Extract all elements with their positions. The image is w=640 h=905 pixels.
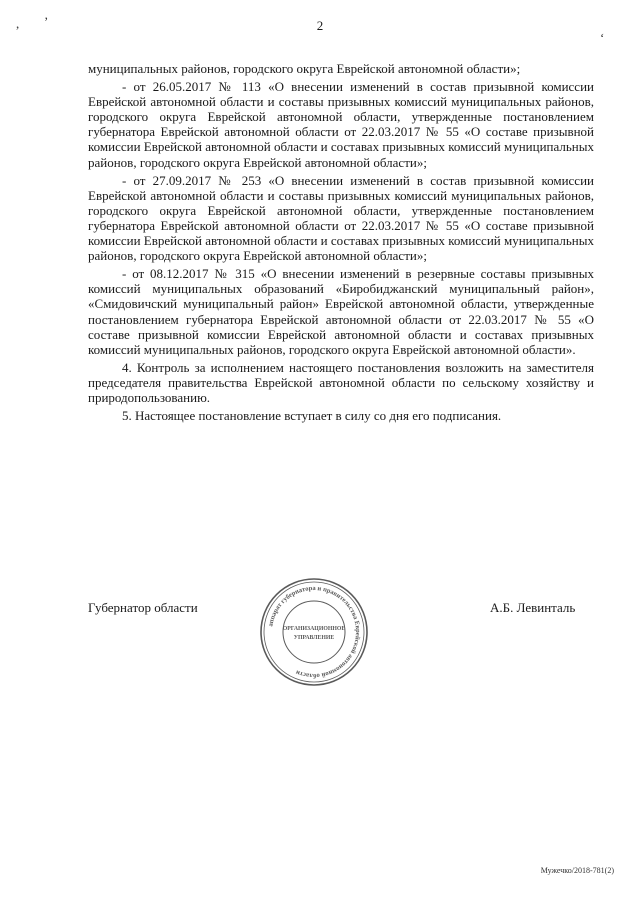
paragraph-repeal-item: - от 08.12.2017 № 315 «О внесении изменений в резервные составы призывных комиссий муниципальных образований «Биробиджанский муниципальный район», «Смидовичский муниципальный район» Еврейской автономной области, утвержденные постановлением губернатора Еврейской автономной области от 22.03.2017 № 55 «О составе призывной комиссии Еврейской автономной области и составах призывных комиссий муниципальных районов, городского округа Еврейской автономной области». <box>88 266 594 357</box>
margin-mark: , <box>16 16 20 31</box>
svg-text:ОРГАНИЗАЦИОННОЕ: ОРГАНИЗАЦИОННОЕ <box>282 626 346 632</box>
signatory-name: А.Б. Левинталь <box>490 600 576 615</box>
document-body <box>88 61 594 426</box>
paragraph-item-5: 5. Настоящее постановление вступает в силу со дня его подписания. <box>122 408 502 424</box>
paragraph-continuation: муниципальных районов, городского округа Еврейской автономной области»; <box>88 61 521 76</box>
paragraph-item-4: 4. Контроль за исполнением настоящего постановления возложить на заместителя председателя правительства Еврейской автономной области по сельскому хозяйству и природопользованию. <box>88 359 594 405</box>
signatory-position: Губернатор области <box>88 600 198 615</box>
footer-document-code: Мужечко/2018-781(2) <box>540 866 614 875</box>
paragraph-repeal-item: - от 27.09.2017 № 253 «О внесении изменений в состав призывной комиссии Еврейской автономной области и составы призывных комиссий муниципальных районов, городского округа Еврейской автономной области, утвержденные постановлением губернатора Еврейской автономной области от 22.03.2017 № 55 «О составе призывной комиссии Еврейской автономной области и составах призывных комиссий муниципальных районов, городского округа Еврейской автономной области»; <box>88 172 594 264</box>
margin-mark: ’ <box>44 14 49 29</box>
page-number: 2 <box>316 18 324 33</box>
margin-mark: ‘ <box>600 30 605 45</box>
paragraph-repeal-item: - от 26.05.2017 № 113 «О внесении изменений в состав призывной комиссии Еврейской автономной области и составы призывных комиссий муниципальных районов, городского округа Еврейской автономной области, утвержденные постановлением губернатора Еврейской автономной области от 22.03.2017 № 55 «О составе призывной комиссии Еврейской автономной области и составах призывных комиссий муниципальных районов, городского округа Еврейской автономной области»; <box>88 79 594 170</box>
svg-text:аппарат губернатора и правител: аппарат губернатора и правительства Еврейской автономной области <box>267 584 362 680</box>
svg-text:УПРАВЛЕНИЕ: УПРАВЛЕНИЕ <box>293 635 335 641</box>
official-seal-stamp <box>258 576 370 688</box>
